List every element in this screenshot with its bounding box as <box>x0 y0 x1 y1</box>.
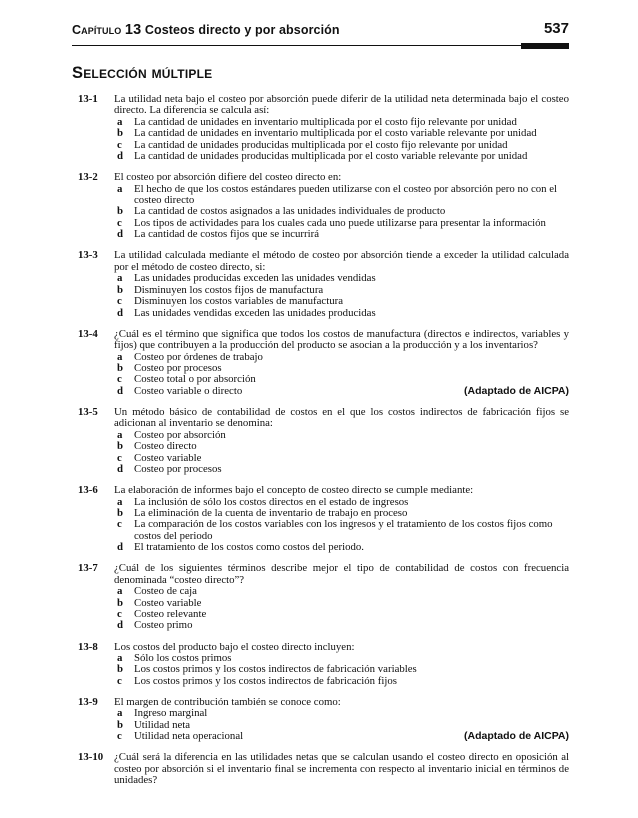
option-text: Disminuyen los costos fijos de manufactura <box>134 283 324 296</box>
option-letter: a <box>117 707 123 720</box>
chapter-number: 13 <box>124 22 142 38</box>
option-letter: b <box>117 361 124 374</box>
option-text: Las unidades vendidas exceden las unidades producidas <box>134 306 376 319</box>
option-letter: c <box>117 518 122 531</box>
running-header <box>72 20 569 52</box>
option-text: Ingreso marginal <box>134 707 208 720</box>
option-letter: a <box>117 272 123 285</box>
option-text: La cantidad de unidades en inventario multiplicada por el costo variable relevante por unidad <box>134 127 537 140</box>
option-text: El hecho de que los costos estándares pueden utilizarse con el costeo por absorción pero no con el costeo directo <box>134 182 558 207</box>
question-number: 13-8 <box>78 640 98 653</box>
question-item <box>78 752 569 786</box>
option-text: Sólo los costos primos <box>134 652 232 665</box>
option-text: Costeo total o por absorción <box>134 373 256 386</box>
option-letter: b <box>117 127 124 140</box>
option-text: Costeo por procesos <box>134 361 222 374</box>
question-stem: ¿Cuál de los siguientes términos describe mejor el tipo de contabilidad de costos con frecuencia denominada “costeo directo”? <box>114 562 569 586</box>
answer-option <box>114 184 569 207</box>
option-letter: a <box>117 350 123 363</box>
question-number: 13-6 <box>78 484 98 497</box>
header-rule <box>72 45 569 46</box>
option-letter: b <box>117 283 124 296</box>
question-number: 13-10 <box>78 751 104 764</box>
header-tab-marker <box>521 43 569 49</box>
answer-option <box>114 151 569 162</box>
option-letter: d <box>117 619 124 632</box>
question-item <box>78 172 569 240</box>
option-text: Los costos primos y los costos indirectos de fabricación variables <box>134 663 417 676</box>
question-number: 13-1 <box>78 93 98 105</box>
option-letter: c <box>117 216 122 229</box>
question-number: 13-9 <box>78 696 98 709</box>
option-letter: a <box>117 182 123 195</box>
chapter-title: Costeos directo y por absorción <box>144 23 340 37</box>
question-stem: ¿Cuál será la diferencia en las utilidades netas que se calculan usando el costeo directo en oposición al costeo por absorción si el inventario final se incrementa con respecto al inventario inicial en términos de unidades? <box>114 751 569 787</box>
option-text: La cantidad de unidades producidas multiplicada por el costo fijo relevante por unidad <box>134 138 508 151</box>
answer-option <box>114 464 569 475</box>
question-number: 13-7 <box>78 562 98 575</box>
option-letter: a <box>117 652 123 665</box>
answer-option <box>114 731 569 742</box>
option-text: El tratamiento de los costos como costos del periodo. <box>134 541 364 554</box>
option-letter: d <box>117 462 124 475</box>
answer-option <box>114 308 569 319</box>
question-stem: El costeo por absorción difiere del costeo directo en: <box>114 171 342 184</box>
option-text: Costeo variable o directo <box>134 384 243 397</box>
answer-option <box>114 229 569 240</box>
option-letter: c <box>117 730 122 743</box>
option-text: La cantidad de costos fijos que se incurrirá <box>134 228 319 241</box>
option-text: Utilidad neta operacional <box>134 730 244 743</box>
question-item <box>78 697 569 743</box>
option-letter: c <box>117 295 122 308</box>
option-text: Los tipos de actividades para los cuales cada uno puede utilizarse para presentar la información <box>134 216 546 229</box>
question-item <box>78 485 569 553</box>
chapter-label: Capítulo <box>72 23 122 37</box>
section-title: Selección múltiple <box>72 64 213 82</box>
question-stem: La elaboración de informes bajo el concepto de costeo directo se cumple mediante: <box>114 484 474 497</box>
option-text: La cantidad de unidades producidas multiplicada por el costo variable relevante por unidad <box>134 150 528 163</box>
question-stem: Los costos del producto bajo el costeo directo incluyen: <box>114 640 355 653</box>
option-text: Costeo primo <box>134 619 193 632</box>
option-letter: d <box>117 150 124 163</box>
question-item <box>78 250 569 318</box>
option-text: La cantidad de costos asignados a las unidades individuales de producto <box>134 205 446 218</box>
question-item <box>78 642 569 688</box>
question-item <box>78 563 569 631</box>
option-text: La eliminación de la cuenta de inventario de trabajo en proceso <box>134 506 408 519</box>
answer-option <box>114 676 569 687</box>
question-stem: Un método básico de contabilidad de costos en el que los costos indirectos de fabricación fijos se adicionan al inventario se denomina: <box>114 405 569 430</box>
source-citation: (Adaptado de AICPA) <box>464 730 569 743</box>
source-citation: (Adaptado de AICPA) <box>464 384 569 397</box>
option-letter: d <box>117 228 124 241</box>
option-text: Los costos primos y los costos indirectos de fabricación fijos <box>134 674 397 687</box>
option-text: La cantidad de unidades en inventario multiplicada por el costo fijo relevante por unidad <box>134 115 517 128</box>
option-letter: c <box>117 138 122 151</box>
question-item <box>78 407 569 475</box>
chapter-heading <box>72 22 340 38</box>
option-letter: b <box>117 440 124 453</box>
option-letter: c <box>117 451 122 464</box>
option-letter: a <box>117 585 123 598</box>
answer-option <box>114 620 569 631</box>
question-item <box>78 329 569 397</box>
question-number: 13-5 <box>78 405 98 418</box>
question-number: 13-2 <box>78 171 98 184</box>
option-text: Disminuyen los costos variables de manufactura <box>134 295 343 308</box>
option-letter: a <box>117 495 123 508</box>
answer-option <box>114 542 569 553</box>
question-list <box>78 94 569 797</box>
option-text: Costeo relevante <box>134 608 207 621</box>
option-letter: d <box>117 306 124 319</box>
answer-option <box>114 386 569 397</box>
option-text: Costeo variable <box>134 451 202 464</box>
option-text: Costeo por absorción <box>134 428 226 441</box>
option-letter: d <box>117 541 124 554</box>
option-letter: b <box>117 205 124 218</box>
question-stem: La utilidad neta bajo el costeo por absorción puede diferir de la utilidad neta determinada bajo el costeo directo. La diferencia se calcula así: <box>114 93 569 117</box>
option-letter: b <box>117 718 124 731</box>
question-stem: ¿Cuál es el término que significa que todos los costos de manufactura (directos e indirectos, variables y fijos) que contribuyen a la producción del producto se asocian a la producción y a los inventarios? <box>114 327 569 352</box>
question-stem: La utilidad calculada mediante el método de costeo por absorción tiende a exceder la utilidad calculada por el método de costeo directo, si: <box>114 249 569 273</box>
option-text: Costeo por procesos <box>134 462 222 475</box>
question-item <box>78 94 569 162</box>
question-stem: El margen de contribución también se conoce como: <box>114 696 341 709</box>
option-text: La inclusión de sólo los costos directos en el estado de ingresos <box>134 495 409 508</box>
option-letter: a <box>117 428 123 441</box>
option-letter: b <box>117 596 124 609</box>
option-letter: a <box>117 115 123 128</box>
option-text: Costeo por órdenes de trabajo <box>134 350 263 363</box>
answer-option <box>114 519 569 542</box>
option-text: Utilidad neta <box>134 718 191 731</box>
question-number: 13-3 <box>78 249 98 262</box>
option-text: La comparación de los costos variables con los ingresos y el tratamiento de los costos fijos como costos del periodo <box>134 518 553 542</box>
option-letter: c <box>117 674 122 687</box>
option-text: Costeo directo <box>134 440 197 453</box>
question-number: 13-4 <box>78 327 98 340</box>
page-number: 537 <box>543 20 569 37</box>
option-text: Costeo de caja <box>134 585 197 598</box>
option-letter: d <box>117 384 124 397</box>
option-letter: c <box>117 608 122 621</box>
option-letter: c <box>117 373 122 386</box>
option-letter: b <box>117 663 124 676</box>
option-text: Costeo variable <box>134 596 202 609</box>
option-letter: b <box>117 506 124 519</box>
option-text: Las unidades producidas exceden las unidades vendidas <box>134 272 376 285</box>
